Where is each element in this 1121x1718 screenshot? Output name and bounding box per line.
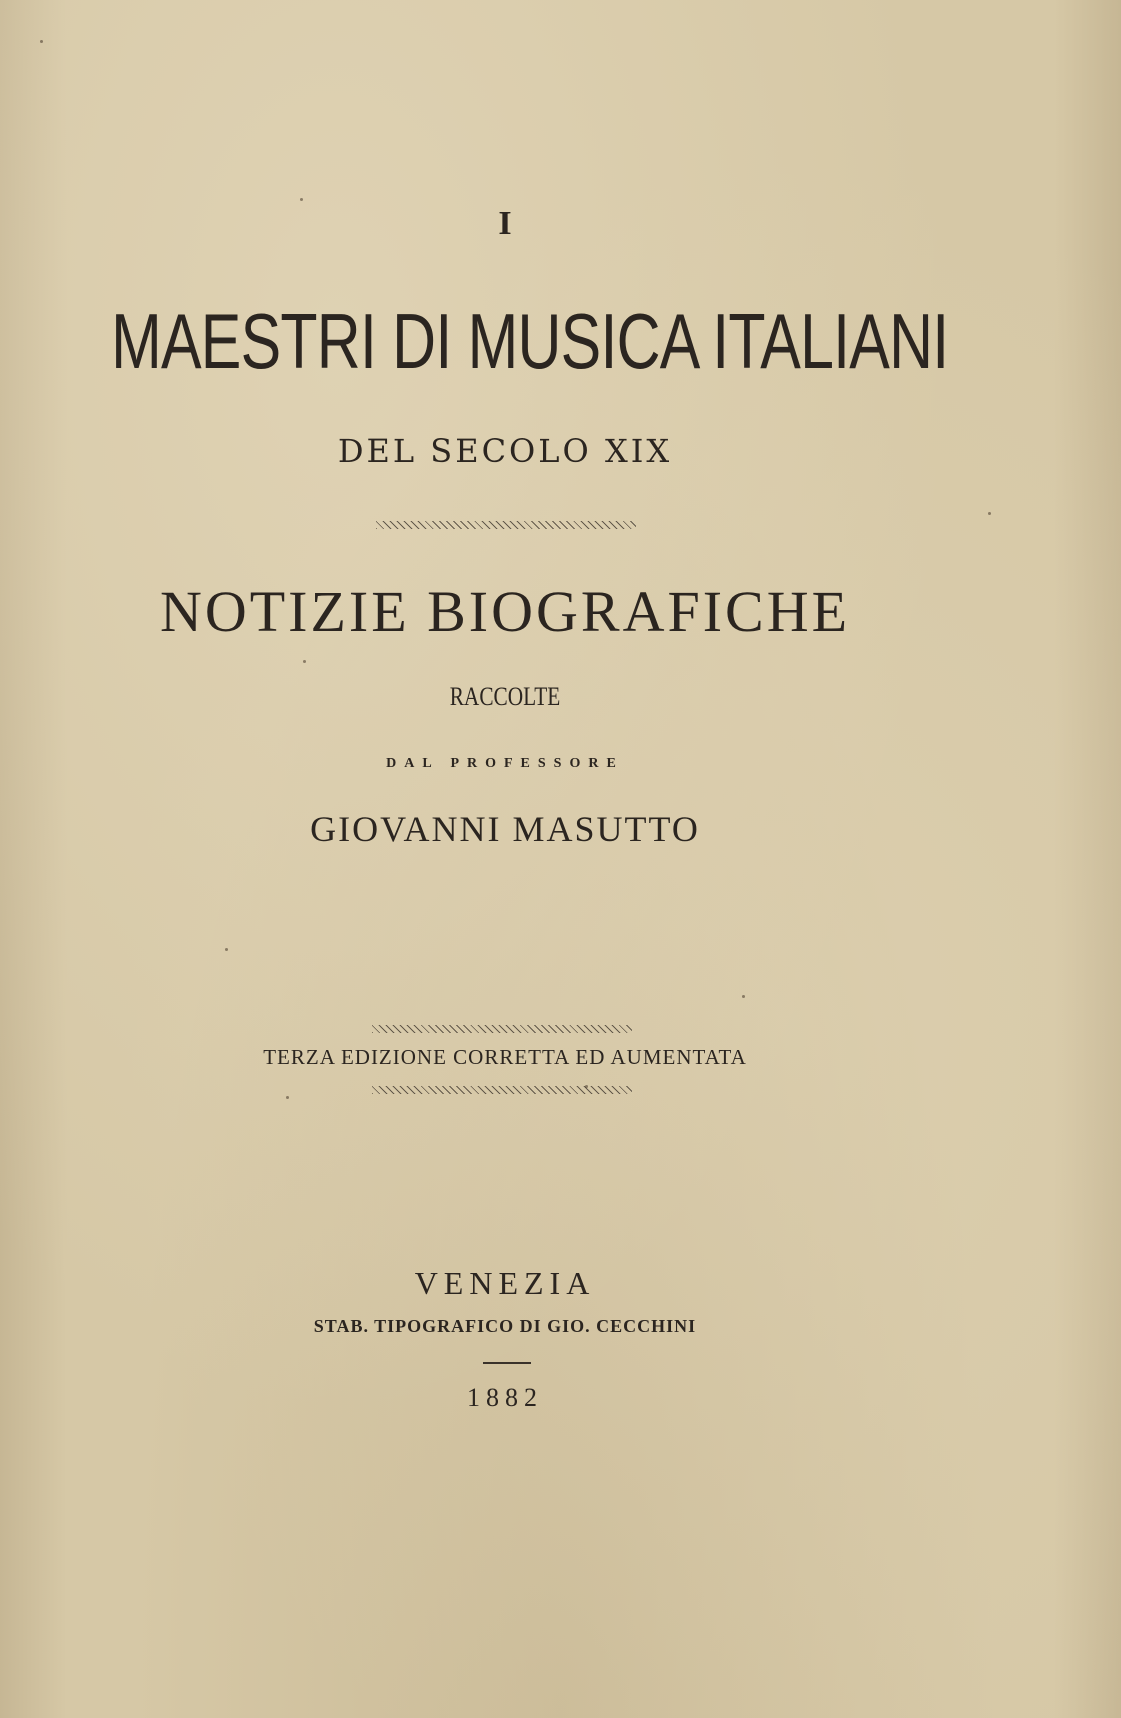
paper-speck (225, 948, 228, 951)
section-heading: NOTIZIE BIOGRAFICHE (159, 579, 851, 644)
paper-speck (742, 995, 745, 998)
short-rule (483, 1362, 531, 1364)
paper-speck (40, 40, 43, 43)
author-name: GIOVANNI MASUTTO (310, 809, 700, 849)
edition-statement: TERZA EDIZIONE CORRETTA ED AUMENTATA (263, 1045, 747, 1069)
paper-speck (300, 198, 303, 201)
ornamental-rule (372, 1025, 632, 1033)
publication-year: 1882 (467, 1383, 543, 1412)
ornamental-rule (376, 521, 636, 529)
paper-speck (988, 512, 991, 515)
collected-label: RACCOLTE (449, 682, 561, 711)
title-article: I (498, 205, 512, 242)
paper-speck (585, 1085, 588, 1088)
paper-speck (303, 660, 306, 663)
book-subtitle: DEL SECOLO XIX (337, 432, 673, 470)
publication-place: VENEZIA (414, 1265, 596, 1301)
by-professor-label: DAL PROFESSORE (386, 756, 624, 771)
book-title: MAESTRI DI MUSICA ITALIANI (111, 297, 949, 385)
paper-speck (286, 1096, 289, 1099)
ornamental-rule (372, 1086, 632, 1094)
printer-name: STAB. TIPOGRAFICO DI GIO. CECCHINI (313, 1316, 697, 1336)
